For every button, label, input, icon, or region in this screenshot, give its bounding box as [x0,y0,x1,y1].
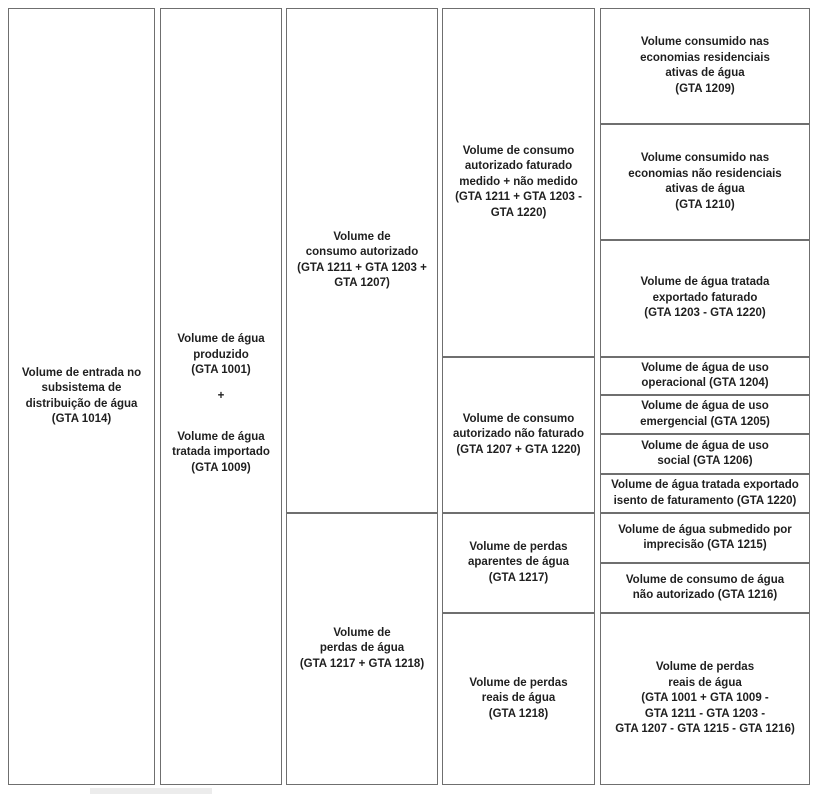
volume-produzido-label: Volume de água produzido (GTA 1001) [177,333,265,377]
box-consumo-nao-faturado-label: Volume de consumo autorizado não faturado (GTA 1207 + GTA 1220) [453,412,584,456]
box-uso-operacional-label: Volume de água de uso operacional (GTA 1204) [641,361,769,389]
box-exportado-faturado [600,240,810,357]
box-consumo-residencial [600,8,810,124]
box-volume-entrada-label: Volume de entrada no subsistema de distribuição de água (GTA 1014) [21,366,142,425]
box-consumo-faturado-label: Volume de consumo autorizado faturado medido + não medido (GTA 1211 + GTA 1203 - GTA 1220) [455,144,582,219]
box-submedido [600,513,810,563]
box-consumo-nao-residencial [600,124,810,240]
box-consumo-faturado [442,8,595,357]
box-submedido-label: Volume de água submedido por imprecisão (GTA 1215) [618,523,792,551]
box-uso-emergencial [600,395,810,434]
bottom-gray-tab [90,788,212,794]
box-consumo-nao-residencial-label: Volume consumido nas economias não residenciais ativas de água (GTA 1210) [628,152,782,211]
box-perdas-reais-formula [600,613,810,785]
box-perdas-reais-formula-label: Volume de perdas reais de água (GTA 1001 + GTA 1009 - GTA 1211 - GTA 1203 - GTA 1207 - GTA 1215 - GTA 1216) [615,661,795,736]
box-perdas-aparentes [442,513,595,613]
box-perdas-reais-label: Volume de perdas reais de água (GTA 1218) [469,676,568,720]
box-consumo-nao-faturado [442,357,595,513]
box-consumo-autorizado-label: Volume de consumo autorizado (GTA 1211 + GTA 1203 + GTA 1207) [297,230,427,289]
volume-importado-label: Volume de água tratada importado (GTA 1009) [172,430,270,474]
box-uso-operacional [600,357,810,395]
box-perdas-agua-label: Volume de perdas de água (GTA 1217 + GTA 1218) [299,626,425,670]
box-perdas-aparentes-label: Volume de perdas aparentes de água (GTA 1217) [468,540,569,584]
box-perdas-reais [442,613,595,785]
box-volume-produzido-importado [160,8,282,785]
box-perdas-agua [286,513,438,785]
box-uso-social [600,434,810,474]
box-consumo-residencial-label: Volume consumido nas economias residenciais ativas de água (GTA 1209) [640,36,770,95]
box-exportado-isento-label: Volume de água tratada exportado isento de faturamento (GTA 1220) [611,479,799,507]
box-consumo-autorizado [286,8,438,513]
box-volume-produzido-importado-label [166,317,276,477]
box-exportado-isento [600,474,810,513]
box-exportado-faturado-label: Volume de água tratada exportado faturado (GTA 1203 - GTA 1220) [640,276,770,320]
box-uso-social-label: Volume de água de uso social (GTA 1206) [641,439,769,467]
box-uso-emergencial-label: Volume de água de uso emergencial (GTA 1205) [640,400,770,428]
box-nao-autorizado-label: Volume de consumo de água não autorizado (GTA 1216) [625,573,785,601]
box-nao-autorizado [600,563,810,613]
box-volume-entrada [8,8,155,785]
plus-sign: + [217,389,225,402]
